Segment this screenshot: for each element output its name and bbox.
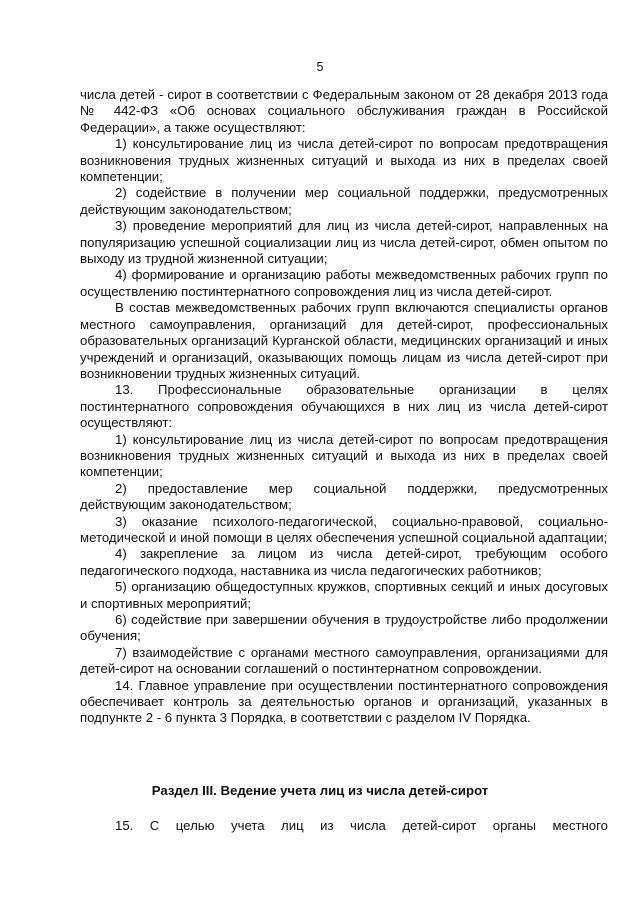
paragraph: 4) формирование и организацию работы межведомственных рабочих групп по осуществлению постинтернатного сопровождения лиц из числа детей-сирот. (80, 267, 608, 299)
page-number: 5 (316, 60, 324, 74)
paragraph: 3) проведение мероприятий для лиц из числа детей-сирот, направленных на популяризацию успешной социализации лиц из числа детей-сирот, обмен опытом по выходу из трудной жизненной ситуации; (80, 218, 608, 267)
paragraph: 13. Профессиональные образовательные организации в целях постинтернатного сопровождения обучающихся в них лиц из числа детей-сирот осуществляют: (80, 382, 608, 431)
paragraph: 3) оказание психолого-педагогической, социально-правовой, социально-методической и иной помощи в целях обеспечения успешной социальной адаптации; (80, 513, 608, 545)
paragraph: 2) содействие в получении мер социальной поддержки, предусмотренных действующим законодательством; (80, 185, 608, 217)
paragraph: 5) организацию общедоступных кружков, спортивных секций и иных досуговых и спортивных мероприятий; (80, 579, 608, 611)
section-heading: Раздел III. Ведение учета лиц из числа детей-сирот (151, 783, 489, 798)
paragraph: 14. Главное управление при осуществлении постинтернатного сопровождения обеспечивает контроль за деятельностью органов и организаций, указанных в подпункте 2 - 6 пункта 3 Порядка, в соответствии с разделом IV Порядка. (80, 677, 608, 726)
paragraph-start: 15. С целью учета лиц из числа детей-сирот органы местного (115, 818, 608, 833)
paragraph: 7) взаимодействие с органами местного самоуправления, организациями для детей-сирот на основании соглашений о постинтернатном сопровождении. (80, 644, 608, 677)
paragraph: 1) консультирование лиц из числа детей-сирот по вопросам предотвращения возникновения трудных жизненных ситуаций и выхода из них в пределах своей компетенции; (80, 136, 608, 185)
paragraph: 6) содействие при завершении обучения в трудоустройстве либо продолжении обучения; (80, 612, 608, 644)
paragraph: 1) консультирование лиц из числа детей-сирот по вопросам предотвращения возникновения трудных жизненных ситуаций и выхода из них в пределах своей компетенции; (80, 431, 608, 480)
paragraph: В состав межведомственных рабочих групп включаются специалисты органов местного самоуправления, организаций для детей-сирот, профессиональных образовательных организаций Курганской области, медицинских организаций и иных учреждений и организаций, оказывающих помощь лицам из числа детей-сирот при возникновении трудных жизненных ситуаций. (80, 300, 608, 381)
paragraph: числа детей - сирот в соответствии с Федеральным законом от 28 декабря 2013 года № 442-ФЗ «Об основах социального обслуживания граждан в Российской Федерации», а также осуществляют: (80, 87, 608, 135)
document-body (80, 87, 608, 727)
paragraph: 2) предоставление мер социальной поддержки, предусмотренных действующим законодательством; (80, 480, 608, 513)
paragraph: 4) закрепление за лицом из числа детей-сирот, требующим особого педагогического подхода, наставника из числа педагогических работников; (80, 546, 608, 578)
